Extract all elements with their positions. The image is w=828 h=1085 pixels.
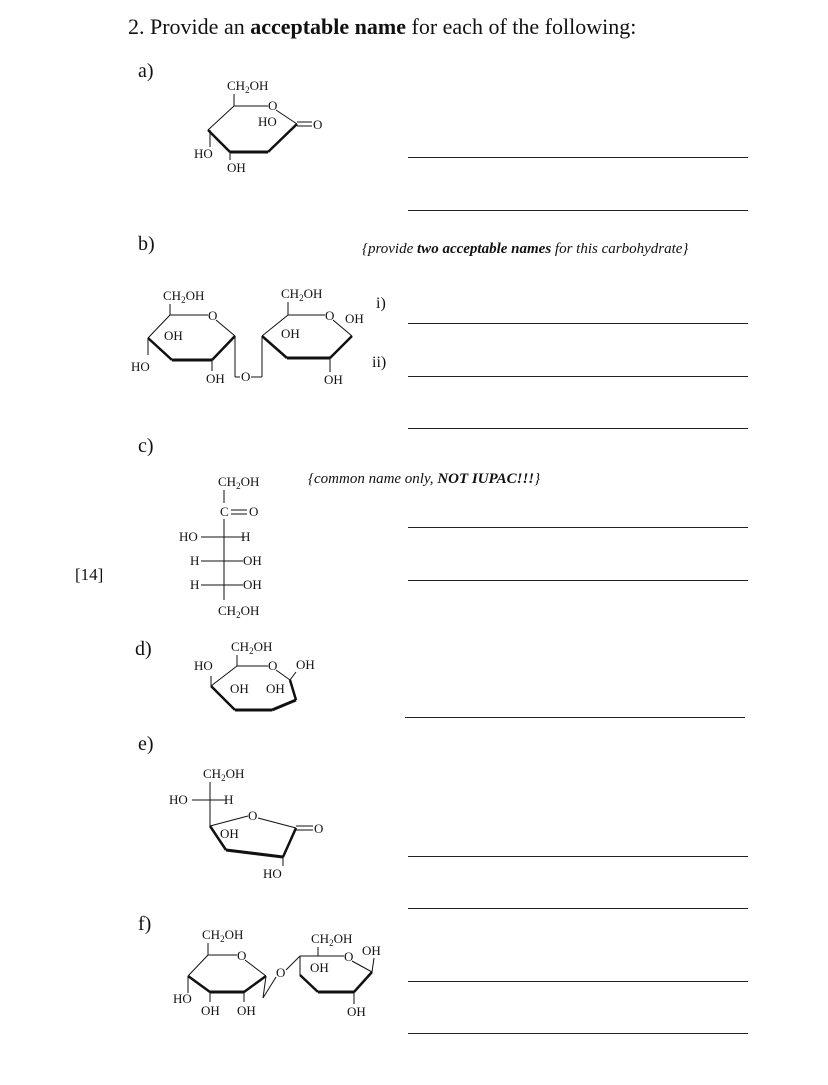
a-ho-inner: HO	[258, 114, 277, 129]
part-f-label: f)	[138, 913, 152, 935]
d-ho-left: HO	[194, 658, 213, 673]
c-ch2oh-bottom: $CH_2OH$	[218, 603, 260, 620]
c-r3-right: OH	[243, 577, 262, 592]
e-h-right: H	[224, 792, 234, 807]
question-suffix: for each of the following:	[411, 14, 637, 39]
c-r3-left: H	[190, 577, 200, 592]
f-oh-bottom-b: OH	[347, 1004, 366, 1019]
part-b-label: b)	[138, 233, 155, 255]
b-ch2oh-b: $CH_2OH$	[281, 286, 323, 303]
b-link-o: O	[241, 369, 251, 384]
b-ring-o-b: O	[325, 308, 335, 323]
b-anomeric-oh: OH	[345, 311, 364, 326]
f-link-o: O	[276, 965, 286, 980]
part-b-roman-i: i)	[376, 295, 386, 312]
a-oh-bottom: OH	[227, 160, 246, 175]
c-r2-right: OH	[243, 553, 262, 568]
b-oh-bottom-b: OH	[324, 372, 343, 387]
f-ch2oh-a: $CH_2OH$	[202, 927, 244, 944]
d-ring-o: O	[268, 658, 278, 673]
question-number: 2.	[128, 14, 145, 39]
part-e-label: e)	[138, 733, 154, 755]
a-ho-left: HO	[194, 146, 213, 161]
part-c-note: {common name only, NOT IUPAC!!!}	[308, 471, 541, 487]
c-r2-left: H	[190, 553, 200, 568]
a-ch2oh: $CH_2OH$	[227, 78, 269, 95]
c-r1-right: H	[241, 529, 251, 544]
c-r1-left: HO	[179, 529, 198, 544]
b-ring-o-a: O	[208, 308, 218, 323]
f-oh-in-b: OH	[310, 960, 329, 975]
f-ch2oh-b: $CH_2OH$	[311, 931, 353, 948]
e-ring-o: O	[248, 808, 258, 823]
a-ring-o: O	[268, 98, 278, 113]
e-oh-in: OH	[220, 826, 239, 841]
f-anomeric-oh: OH	[362, 943, 381, 958]
b-oh-bottom-a: OH	[206, 371, 225, 386]
b-oh-in-b: OH	[281, 326, 300, 341]
question-prefix: Provide an	[150, 14, 245, 39]
part-b-roman-ii: ii)	[372, 354, 387, 371]
f-ho-left: HO	[173, 991, 192, 1006]
c-ch2oh-top: $CH_2OH$	[218, 474, 260, 491]
a-carbonyl-o: O	[313, 117, 323, 132]
e-ho-left: HO	[169, 792, 188, 807]
d-oh-in-1: OH	[230, 681, 249, 696]
part-b-note: {provide two acceptable names for this carbohydrate}	[362, 241, 689, 257]
part-d-label: d)	[135, 638, 152, 660]
f-ring-o-b: O	[344, 949, 354, 964]
part-c-label: c)	[138, 435, 154, 457]
marks-label: [14]	[75, 565, 104, 584]
d-oh-in-2: OH	[266, 681, 285, 696]
e-ch2oh: $CH_2OH$	[203, 766, 245, 783]
f-oh-b1: OH	[201, 1003, 220, 1018]
d-ch2oh: $CH_2OH$	[231, 639, 273, 656]
f-ring-o-a: O	[237, 948, 247, 963]
e-ho-bottom: HO	[263, 866, 282, 881]
b-ho-left: HO	[131, 359, 150, 374]
c-carbonyl-o: O	[249, 504, 259, 519]
part-a-label: a)	[138, 60, 154, 82]
f-oh-b2: OH	[237, 1003, 256, 1018]
question-bold: acceptable name	[250, 14, 406, 39]
e-carbonyl-o: O	[314, 821, 324, 836]
c-carbonyl-c: C	[220, 504, 229, 519]
d-oh-right: OH	[296, 657, 315, 672]
b-oh-in-a: OH	[164, 328, 183, 343]
b-ch2oh-a: $CH_2OH$	[163, 288, 205, 305]
